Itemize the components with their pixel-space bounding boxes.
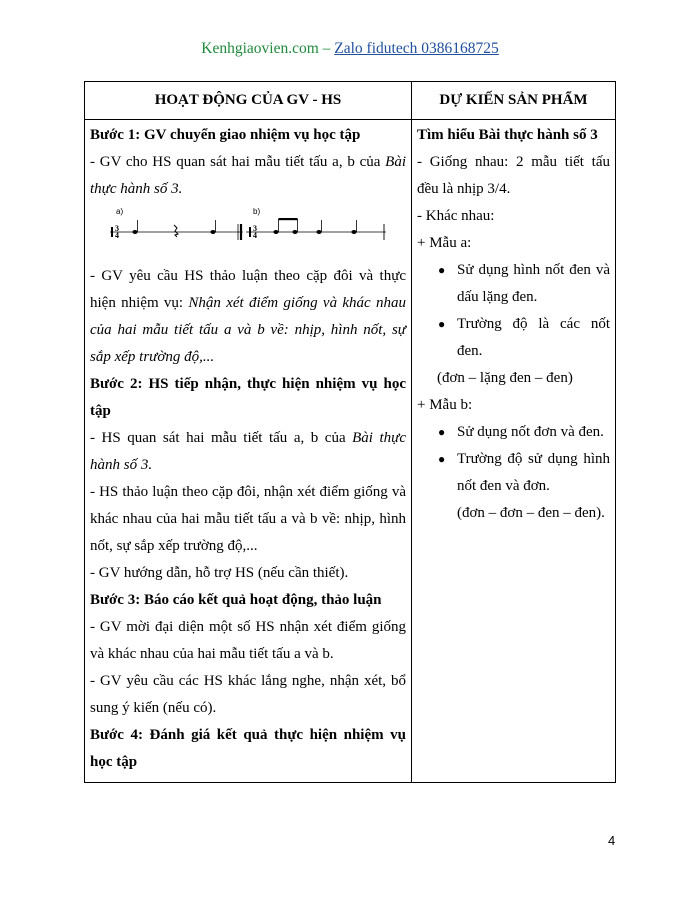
score-label-a: a) [116,207,124,216]
table-header-row [85,82,616,120]
difference-text: - Khác nhau: [417,208,495,224]
step2-paragraph-2: - HS thảo luận theo cặp đôi, nhận xét điểm giống và khác nhau của hai mẫu tiết tấu a và b về: nhịp, hình nốt, sự sắp xếp trường độ,... [90,484,406,554]
list-item: ● Sử dụng nốt đơn và đen. [457,419,610,446]
percussion-clef-a [111,227,113,237]
note-a-1 [132,230,137,234]
bullet-icon: ● [438,425,446,439]
sample-a-sequence: (đơn – lặng đen – đen) [437,370,573,386]
products-cell [412,120,616,783]
list-item: ● Sử dụng hình nốt đen và dấu lặng đen. [457,257,610,311]
page-header [0,40,700,58]
list-item: ● Trường độ là các nốt đen. [457,311,610,365]
rhythm-score-svg [90,203,407,263]
time-sig-b-top: 3 [253,224,257,233]
col1-header: HOẠT ĐỘNG CỦA GV - HS [85,82,412,120]
step2-paragraph-1: - HS quan sát hai mẫu tiết tấu a, b của Bài thực hành số 3. [90,430,406,473]
activities-cell [85,120,412,783]
sample-a-heading: + Mẫu a: [417,235,472,251]
beam-b [279,218,298,220]
col2-header: DỰ KIẾN SẢN PHẨM [412,82,616,120]
bullet-icon: ● [438,452,446,466]
time-sig-a-bottom: 4 [115,231,119,240]
contact-link[interactable]: Zalo fidutech 0386168725 [334,40,499,57]
list-item: ● Trường độ sử dụng hình nốt đen và đơn. [457,446,610,500]
products-title: Tìm hiểu Bài thực hành số 3 [417,127,598,143]
step1-paragraph-1: - GV cho HS quan sát hai mẫu tiết tấu a, b của Bài thực hành số 3. [90,154,406,197]
note-b-3 [316,230,321,234]
step3-paragraph-2: - GV yêu cầu các HS khác lắng nghe, nhận xét, bổ sung ý kiến (nếu có). [90,673,406,716]
sample-b-list [417,419,610,500]
bullet-icon: ● [438,317,446,331]
bullet-icon: ● [438,263,446,277]
step1-title: Bước 1: GV chuyển giao nhiệm vụ học tập [90,127,361,143]
sample-a-list [417,257,610,365]
header-separator: – [322,40,331,57]
note-b-1 [273,230,278,234]
similarity-text: - Giống nhau: 2 mẫu tiết tấu đều là nhịp 3/4. [417,154,610,197]
sample-b-heading: + Mẫu b: [417,397,473,413]
step2-paragraph-3: - GV hướng dẫn, hỗ trợ HS (nếu cần thiết). [90,565,349,581]
rhythm-score [90,203,406,263]
step2-title: Bước 2: HS tiếp nhận, thực hiện nhiệm vụ học tập [90,376,406,419]
note-a-2 [210,230,215,234]
time-sig-a-top: 3 [115,224,119,233]
step4-title: Bước 4: Đánh giá kết quả thực hiện nhiệm vụ học tập [90,727,406,770]
score-label-b: b) [253,207,261,216]
step3-title: Bước 3: Báo cáo kết quả hoạt động, thảo luận [90,592,382,608]
lesson-table [84,81,616,783]
table-body-row [85,120,616,783]
quarter-rest-a [174,225,178,237]
time-sig-b-bottom: 4 [253,231,257,240]
step3-paragraph-1: - GV mời đại diện một số HS nhận xét điểm giống và khác nhau của hai mẫu tiết tấu a và b. [90,619,406,662]
sample-b-sequence: (đơn – đơn – đen – đen). [457,505,605,521]
site-name[interactable]: Kenhgiaovien.com [201,40,319,57]
page-number: 4 [608,833,616,848]
percussion-clef-b [249,227,251,237]
note-b-2 [292,230,297,234]
step1-paragraph-2: - GV yêu cầu HS thảo luận theo cặp đôi và thực hiện nhiệm vụ: Nhận xét điểm giống và khác nhau của hai mẫu tiết tấu a và b về: nhịp, hình nốt, sự sắp xếp trường độ,... [90,268,406,365]
note-b-4 [351,230,356,234]
